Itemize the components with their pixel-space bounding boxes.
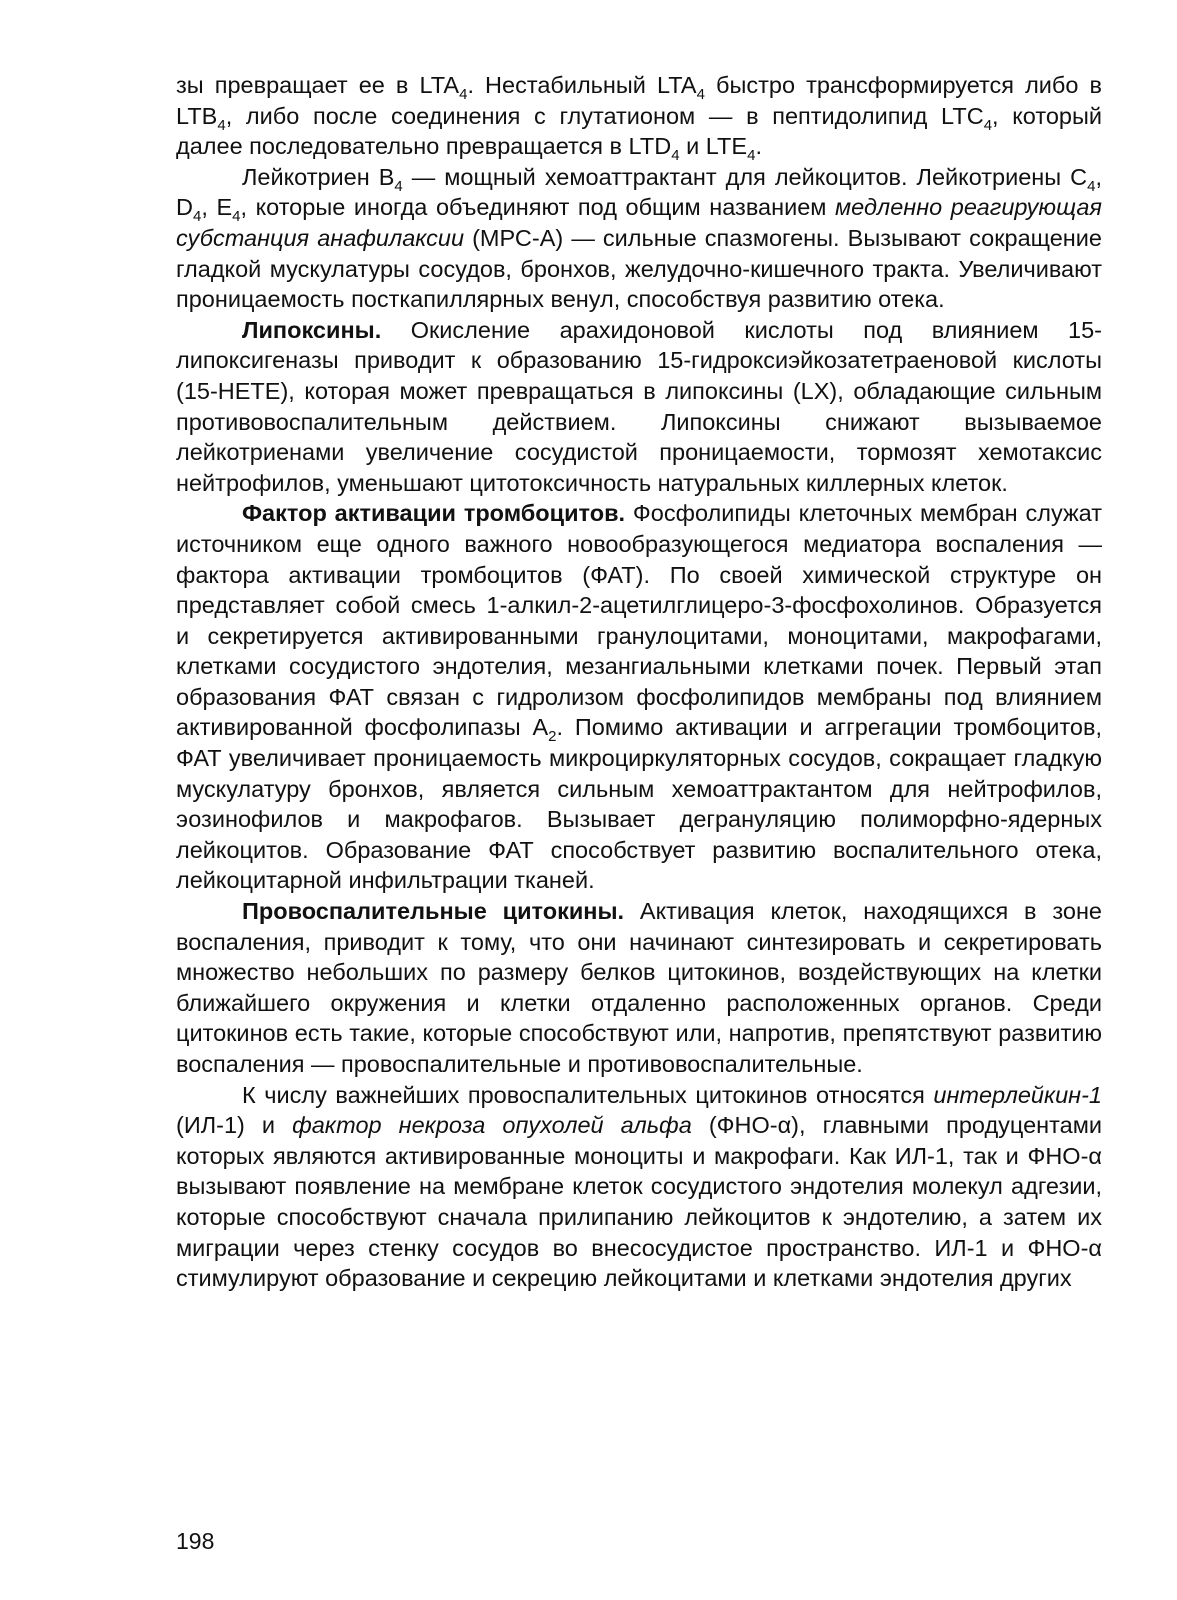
text-column [176, 70, 1102, 1294]
text-run: . [755, 133, 762, 160]
text-run: . Помимо активации и аггрегации тромбоцитов, ФАТ увеличивает проницаемость микроциркуляторных сосудов, сокращает гладкую мускулатуру бронхов, является сильным хемоаттрактантом для нейтрофилов, эозинофилов и макрофагов. Вызывает дегрануляцию полиморфно-ядерных лейкоцитов. Образование ФАТ способствует развитию воспалительного отека, лейкоцитарной инфильтрации тканей. [176, 714, 1102, 894]
subscript: 4 [394, 177, 403, 195]
subscript: 2 [548, 728, 557, 746]
subscript: 4 [232, 208, 241, 226]
page-body [176, 70, 1102, 1294]
paragraph [176, 896, 1102, 1080]
paragraph [176, 498, 1102, 896]
bold-heading: Провоспалительные цитокины. [242, 898, 625, 925]
text-run: К числу важнейших провоспалительных цитокинов относятся [242, 1081, 934, 1108]
paragraph [176, 1080, 1102, 1294]
paragraph [176, 70, 1103, 165]
subscript: 4 [1087, 177, 1096, 195]
text-run: — мощный хемоаттрактант для лейкоцитов. Лейкотриены C [402, 163, 1088, 190]
text-run: быстро трансформируется либо в LTB [176, 72, 1102, 129]
text-run: Фосфолипиды клеточных мембран служат источником еще одного важного новообразующегося медиатора воспаления — фактора активации тромбоцитов (ФАТ). По своей химической структуре он представляет собой смесь 1-алкил-2-ацетилглицеро-3-фосфохолинов. Образуется и секретируется активированными гранулоцитами, моноцитами, макрофагами, клетками сосудистого эндотелия, мезангиальными клетками почек. Первый этап образования ФАТ связан с гидролизом фосфолипидов мембраны под влиянием активированной фосфолипазы A [176, 500, 1102, 741]
text-run: Лейкотриен B [242, 163, 395, 190]
subscript: 4 [983, 116, 993, 134]
paragraph [176, 162, 1102, 315]
subscript: 4 [747, 147, 756, 165]
text-run: и LTE [679, 133, 748, 160]
text-run: (ФНО-α), главными продуцентами которых являются активированные моноциты и макрофаги. Как ИЛ-1, так и ФНО-α вызывают появление на мембране клеток сосудистого эндотелия молекул адгезии, которые способствуют сначала прилипанию лейкоцитов к эндотелию, а затем их миграции через стенку сосудов во внесосудистое пространство. ИЛ-1 и ФНО-α стимулируют образование и секрецию лейкоцитами и клетками эндотелия других [176, 1112, 1102, 1292]
subscript: 4 [459, 86, 468, 103]
italic-term: медленно реагирующая субстанция анафилаксии [176, 194, 1102, 251]
text-run: Окисление арахидоновой кислоты под влиянием 15-липоксигеназы приводит к образованию 15-гидроксиэйкозатетраеновой кислоты (15-HETE), которая может превращаться в липоксины (LX), обладающие сильным противовоспалительным действием. Липоксины снижают вызываемое лейкотриенами увеличение сосудистой проницаемости, тормозят хемотаксис нейтрофилов, уменьшают цитотоксичность натуральных киллерных клеток. [176, 316, 1102, 496]
subscript: 4 [696, 86, 705, 103]
text-run: , который далее последовательно превращается в LTD [176, 102, 1103, 160]
text-run: Активация клеток, находящихся в зоне воспаления, приводит к тому, что они начинают синтезировать и секретировать множество небольших по размеру белков цитокинов, воздействующих на клетки ближайшего окружения и клетки отдаленно расположенных органов. Среди цитокинов есть такие, которые способствуют или, напротив, препятствуют развитию воспаления — провоспалительные и противовоспалительные. [176, 898, 1102, 1077]
subscript: 4 [217, 116, 226, 134]
text-run: . Нестабильный LTA [467, 72, 697, 98]
text-run: зы превращает ее в LTA [176, 72, 460, 98]
paragraph [176, 315, 1102, 499]
bold-heading: Липоксины. [242, 316, 382, 343]
subscript: 4 [671, 147, 680, 165]
text-run: , которые иногда объединяют под общим названием [240, 194, 836, 221]
italic-term: фактор некроза опухолей альфа [292, 1112, 692, 1139]
page-number: 198 [176, 1528, 215, 1554]
bold-heading: Фактор активации тромбоцитов. [242, 500, 626, 527]
text-run: (ИЛ-1) и [176, 1112, 293, 1139]
text-run: (МРС-А) — сильные спазмогены. Вызывают сокращение гладкой мускулатуры сосудов, бронхов, желудочно-кишечного тракта. Увеличивают проницаемость посткапиллярных венул, способствуя развитию отека. [176, 224, 1102, 313]
italic-term: интерлейкин-1 [933, 1081, 1102, 1108]
text-run: , D [176, 163, 1102, 221]
text-run: , E [201, 194, 233, 221]
text-run: , либо после соединения с глутатионом — в пептидолипид LTC [225, 102, 984, 129]
subscript: 4 [192, 208, 202, 226]
